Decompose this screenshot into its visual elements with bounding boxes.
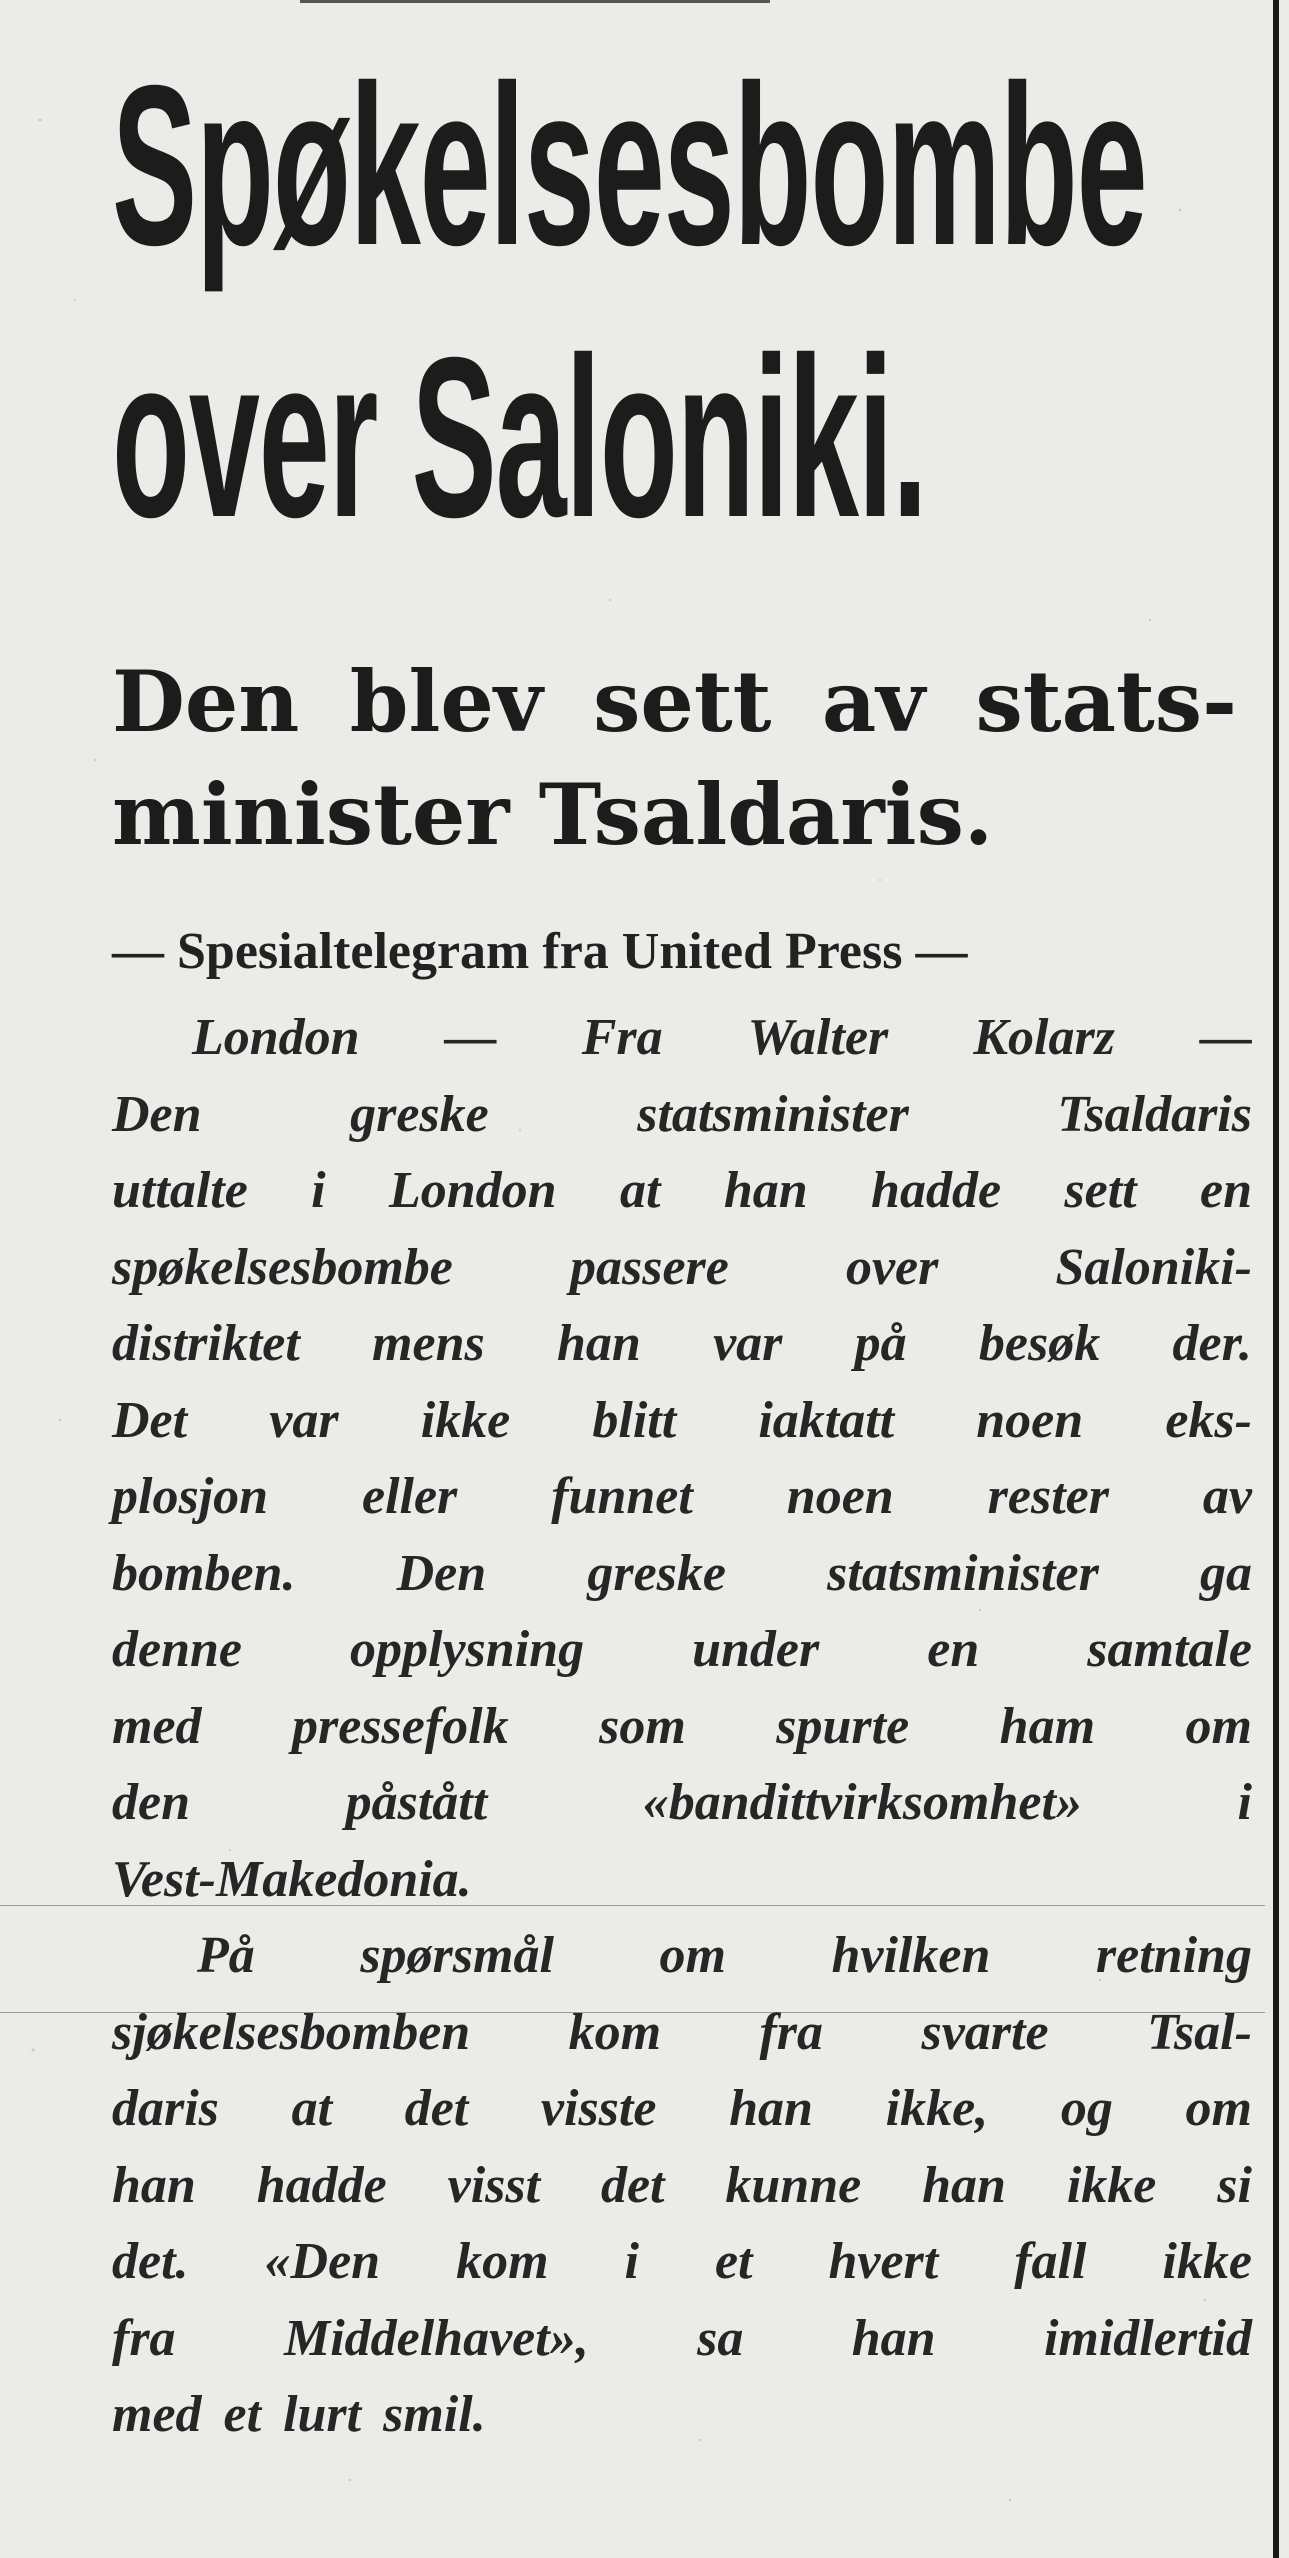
body-word: om xyxy=(1185,2080,1252,2137)
body-word: visst xyxy=(447,2156,541,2214)
body-word: lurt xyxy=(283,2386,362,2443)
body-word: han xyxy=(112,2156,196,2214)
column-rule xyxy=(1273,0,1279,2558)
body-word: retning xyxy=(1095,1927,1252,1984)
body-word: med xyxy=(112,1697,202,1755)
body-line xyxy=(112,2148,1252,2225)
body-line xyxy=(112,2301,1252,2378)
body-word: daris xyxy=(112,2080,219,2137)
body-word: som xyxy=(599,1697,686,1755)
body-word: Saloniki- xyxy=(1055,1238,1252,1296)
body-line xyxy=(112,2224,1252,2301)
body-word: om xyxy=(1185,1697,1252,1755)
body-word: uttalte xyxy=(112,1162,248,1219)
body-word: svarte xyxy=(921,2003,1049,2061)
body-word: smil. xyxy=(383,2386,486,2443)
subheadline xyxy=(112,645,1237,871)
body-word: der. xyxy=(1172,1315,1252,1372)
body-word: fra xyxy=(759,2003,824,2061)
body-word: og xyxy=(1060,2080,1113,2137)
body-line xyxy=(112,1383,1252,1460)
body-word: funnet xyxy=(551,1468,693,1525)
body-word: ikke xyxy=(420,1391,511,1449)
body-word: noen xyxy=(786,1468,894,1525)
body-word: om xyxy=(659,1927,726,1984)
body-word: pressefolk xyxy=(292,1697,509,1755)
body-line xyxy=(112,1918,1252,1995)
body-word: ikke, xyxy=(885,2080,989,2137)
body-word: Middelhavet», xyxy=(283,2309,589,2367)
body-word: ga xyxy=(1199,1544,1252,1602)
body-line xyxy=(112,2071,1252,2148)
body-word: hadde xyxy=(256,2156,387,2214)
body-word: blitt xyxy=(592,1391,677,1449)
body-word: et xyxy=(223,2386,262,2443)
body-word: distriktet xyxy=(112,1315,300,1372)
body-line xyxy=(112,1536,1252,1613)
body-word: han xyxy=(723,1162,808,1219)
article-body xyxy=(112,1000,1252,2454)
body-line xyxy=(112,1689,1252,1766)
body-word: Den xyxy=(112,1085,202,1143)
body-word: et xyxy=(714,2233,753,2290)
body-word: han xyxy=(556,1315,641,1372)
body-word: statsminister xyxy=(637,1085,909,1143)
body-line xyxy=(112,1459,1252,1536)
subheadline-word: blev xyxy=(349,652,543,751)
body-word: — xyxy=(444,1009,497,1066)
body-word: noen xyxy=(976,1391,1084,1449)
subheadline-word: sett xyxy=(593,652,772,751)
body-word: at xyxy=(619,1162,661,1219)
byline: — Spesialtelegram fra United Press — xyxy=(112,923,968,980)
body-word: i xyxy=(1237,1774,1252,1831)
body-word: samtale xyxy=(1087,1621,1252,1678)
body-word: var xyxy=(269,1391,339,1449)
body-word: På xyxy=(197,1927,255,1984)
body-word: si xyxy=(1217,2156,1252,2214)
headline-line: Spøkelsesbombe xyxy=(112,39,1147,293)
body-word: fra xyxy=(112,2309,176,2367)
body-word: denne xyxy=(112,1621,242,1678)
body-word: med xyxy=(112,2386,202,2443)
body-line xyxy=(112,1995,1252,2072)
body-word: ikke xyxy=(1162,2233,1252,2290)
body-word: eks- xyxy=(1165,1391,1252,1449)
body-word: spørsmål xyxy=(360,1927,554,1984)
body-word: Kolarz xyxy=(973,1009,1115,1066)
body-word: under xyxy=(692,1621,820,1678)
body-word: besøk xyxy=(978,1315,1101,1372)
body-word: rester xyxy=(987,1468,1109,1525)
body-word: påstått xyxy=(345,1774,488,1831)
body-line xyxy=(112,1842,1252,1919)
body-word: at xyxy=(291,2080,333,2137)
body-word: han xyxy=(922,2156,1006,2214)
body-word: greske xyxy=(587,1544,726,1602)
body-word: hvilken xyxy=(831,1927,991,1984)
body-word: den xyxy=(112,1774,190,1831)
body-word: passere xyxy=(569,1238,729,1296)
body-word: sett xyxy=(1064,1162,1137,1219)
body-word: eller xyxy=(362,1468,458,1525)
body-word: Det xyxy=(112,1391,188,1449)
body-word: opplysning xyxy=(350,1621,585,1678)
body-word: imidlertid xyxy=(1043,2309,1252,2367)
body-word: «Den xyxy=(264,2233,381,2290)
body-word: Walter xyxy=(747,1009,889,1066)
body-word: han xyxy=(729,2080,813,2137)
body-word: spurte xyxy=(776,1697,910,1755)
body-word: fall xyxy=(1014,2233,1087,2290)
headline xyxy=(112,30,1147,574)
body-word: det. xyxy=(112,2233,189,2290)
body-line xyxy=(112,1765,1252,1842)
body-word: han xyxy=(851,2309,936,2367)
body-word: det xyxy=(404,2080,469,2137)
subheadline-line-1 xyxy=(112,645,1237,758)
body-word: London xyxy=(192,1009,360,1066)
headline-line: over Saloniki. xyxy=(112,311,927,565)
subheadline-word: stats- xyxy=(975,652,1237,751)
body-word: plosjon xyxy=(112,1468,269,1525)
body-line xyxy=(112,1077,1252,1154)
body-word: det xyxy=(600,2156,665,2214)
body-word: i xyxy=(624,2233,639,2290)
body-line xyxy=(112,2377,1252,2454)
body-word: kunne xyxy=(725,2156,862,2214)
body-line xyxy=(112,1230,1252,1307)
body-word: ham xyxy=(999,1697,1096,1755)
body-word: en xyxy=(927,1621,980,1678)
body-line xyxy=(112,1000,1252,1077)
body-word: greske xyxy=(350,1085,489,1143)
body-word: ikke xyxy=(1066,2156,1157,2214)
body-line xyxy=(112,1612,1252,1689)
body-word: kom xyxy=(568,2003,662,2061)
body-word: iaktatt xyxy=(758,1391,895,1449)
top-rule xyxy=(300,0,770,3)
body-word: Vest-Makedonia. xyxy=(112,1850,472,1908)
body-word: hvert xyxy=(828,2233,939,2290)
body-word: hadde xyxy=(871,1162,1002,1219)
body-word: i xyxy=(311,1162,326,1219)
body-word: visste xyxy=(540,2080,657,2137)
body-line xyxy=(112,1306,1252,1383)
body-word: var xyxy=(713,1315,783,1372)
body-word: av xyxy=(1202,1468,1252,1525)
body-word: sa xyxy=(697,2309,744,2367)
body-word: bomben. xyxy=(112,1544,296,1602)
body-word: Tsal- xyxy=(1146,2003,1252,2061)
body-word: mens xyxy=(372,1315,485,1372)
body-word: — xyxy=(1199,1009,1252,1066)
body-line xyxy=(112,1153,1252,1230)
subheadline-line: minister Tsaldaris. xyxy=(112,765,994,864)
body-word: spøkelsesbombe xyxy=(112,1238,453,1296)
body-word: Tsaldaris xyxy=(1057,1085,1252,1143)
body-word: på xyxy=(854,1315,907,1372)
body-word: Fra xyxy=(581,1009,663,1066)
subheadline-word: av xyxy=(821,652,926,751)
body-word: sjøkelsesbomben xyxy=(112,2003,471,2061)
subheadline-word: Den xyxy=(112,652,300,751)
body-word: London xyxy=(389,1162,557,1219)
body-word: statsminister xyxy=(827,1544,1099,1602)
body-word: kom xyxy=(456,2233,549,2290)
body-word: «bandittvirksomhet» xyxy=(642,1774,1082,1831)
body-word: over xyxy=(845,1238,939,1296)
body-word: Den xyxy=(396,1544,487,1602)
body-word: en xyxy=(1200,1162,1252,1219)
